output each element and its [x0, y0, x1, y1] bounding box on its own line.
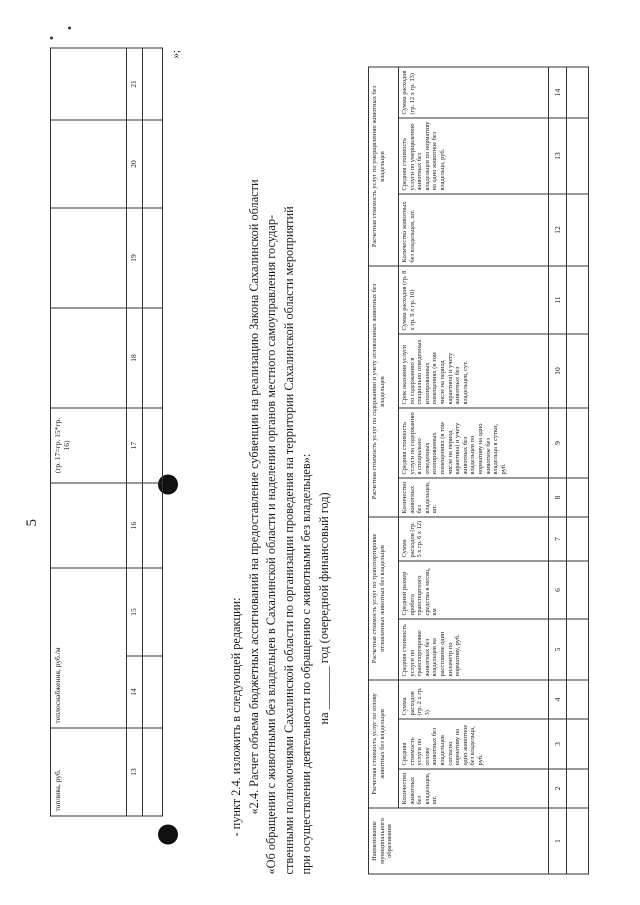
group-header: Расчетная стоимость услуг по содержанию и учету отловленных животных без владельцев: [369, 266, 399, 517]
column-header: Сумма расходов (гр. 12 х гр. 13): [399, 67, 549, 118]
group-header: Расчетная стоимость услуг по умерщвлению животных без владельцев: [369, 67, 399, 266]
amendment-text: [228, 15, 333, 875]
year-blank: _______: [316, 666, 331, 710]
top-col-header: [51, 48, 127, 120]
top-col-header: [51, 483, 127, 568]
column-number: 9: [549, 408, 567, 478]
page-number: 5: [24, 519, 40, 527]
column-header: Средняя стоимость услуги по транспортировке животных без владельцев на расстояние один километр по нормативу, руб.: [399, 619, 549, 680]
column-number: 6: [549, 561, 567, 619]
fiscal-year-line: [316, 15, 334, 875]
column-number: 1: [549, 808, 567, 874]
amendment-heading-line: «Об обращении с животными без владельцев в Сахалинской области и наделении органов местного самоуправления государ-: [264, 214, 278, 875]
top-empty-cell: [143, 656, 163, 728]
column-header: Сумма расходов (гр. 2 х гр. 3): [399, 680, 549, 719]
top-col-number: 18: [127, 308, 143, 408]
empty-cell: [567, 266, 589, 334]
column-number: 4: [549, 680, 567, 719]
year-prefix: на: [316, 712, 331, 725]
top-col-header: теплоснабжения, руб./м: [51, 568, 127, 728]
column-header: Количество животных без владельцев, шт.: [399, 769, 549, 808]
column-header: Количество животных без владельцев, шт.: [399, 194, 549, 266]
column-number: 5: [549, 619, 567, 680]
empty-cell: [567, 719, 589, 769]
column-header: Средний размер пробега транспортного средства в месяц, км: [399, 561, 549, 619]
top-empty-cell: [143, 208, 163, 308]
column-number: 10: [549, 334, 567, 408]
empty-cell: [567, 194, 589, 266]
landscape-sheet: [10, 10, 630, 895]
empty-cell: [567, 67, 589, 118]
top-col-number: 16: [127, 483, 143, 568]
amendment-heading-line: «2.4. Расчет объема бюджетных ассигнований на предоставление субвенции на реализацию Закона Сахалинской области: [246, 179, 261, 815]
top-col-header: [51, 208, 127, 308]
closing-quote: »;: [170, 49, 182, 59]
column-header: Средняя стоимость услуги по содержанию в специально отведенных изолированных помещениях (в том числе на период карантина) и учету животных без владельцев по нормативу на одно животное без владельца в сутки, руб.: [399, 408, 549, 478]
empty-cell: [567, 680, 589, 719]
top-col-number: 13: [127, 728, 143, 816]
column-number: 12: [549, 194, 567, 266]
column-header: Сумма расходов (гр. 5 х гр. 6 х 12): [399, 517, 549, 561]
empty-cell: [567, 478, 589, 517]
column-header: Средняя стоимость услуги по отлову животных без владельцев согласно нормативу на одно животное без владельца, руб.: [399, 719, 549, 769]
speck-mark: [68, 27, 71, 30]
column-header: Сумма расходов (гр. 8 х гр. 9 х гр. 10): [399, 266, 549, 334]
empty-cell: [567, 619, 589, 680]
top-col-header: [51, 120, 127, 208]
empty-cell: [567, 334, 589, 408]
empty-cell: [567, 808, 589, 874]
speck-mark: [50, 37, 53, 40]
column-number: 7: [549, 517, 567, 561]
top-empty-cell: [143, 120, 163, 208]
empty-cell: [567, 517, 589, 561]
amendment-item-line: - пункт 2.4. изложить в следующей редакции:: [229, 597, 243, 837]
column-number: 3: [549, 719, 567, 769]
top-empty-cell: [143, 568, 163, 656]
column-number: 13: [549, 118, 567, 194]
column-number: 11: [549, 266, 567, 334]
top-col-number: 14: [127, 656, 143, 728]
column-header: Средняя стоимость услуги по умерщвлению животных без владельцев по нормативу на одно животное без владельца, руб.: [399, 118, 549, 194]
column-header: Срок оказания услуги по содержанию в специально отведенных изолированных помещениях (в том числе на период карантина) и учету животных без владельцев, сут.: [399, 334, 549, 408]
top-col-number: 19: [127, 208, 143, 308]
amendment-heading-line: ственными полномочиями Сахалинской области по организации проведения на территории Сахалинской области мероприятий: [281, 206, 296, 875]
column-header: Количество животных без владельцев, шт.: [399, 478, 549, 517]
empty-cell: [567, 118, 589, 194]
top-col-header: [51, 308, 127, 408]
year-suffix: год (очередной финансовый год): [316, 492, 331, 664]
top-empty-cell: [143, 408, 163, 483]
top-col-number: 17: [127, 408, 143, 483]
top-col-number: 20: [127, 120, 143, 208]
top-empty-cell: [143, 728, 163, 816]
top-empty-cell: [143, 48, 163, 120]
column-number: 8: [549, 478, 567, 517]
top-col-number: 15: [127, 568, 143, 656]
top-empty-cell: [143, 483, 163, 568]
calculation-table: [368, 66, 589, 874]
top-col-header: топлива, руб.: [51, 728, 127, 816]
top-table-fragment: [50, 48, 163, 817]
empty-cell: [567, 561, 589, 619]
group-header: Расчетная стоимость услуг по транспортировке отловленных животных без владельцев: [369, 517, 399, 680]
top-col-number: 21: [127, 48, 143, 120]
empty-cell: [567, 408, 589, 478]
group-header: Расчетная стоимость услуг по отлову животных без владельцев: [369, 680, 399, 808]
column-number: 14: [549, 67, 567, 118]
amendment-heading-line: при осуществлении деятельности по обращению с животными без владельцев»:: [299, 453, 313, 875]
empty-cell: [567, 769, 589, 808]
top-empty-cell: [143, 308, 163, 408]
top-col-header: (гр. 17=гр. 15*гр. 16): [51, 408, 127, 483]
mo-header: Наименование муниципального образования: [369, 808, 549, 874]
column-number: 2: [549, 769, 567, 808]
punch-hole-mark: [158, 825, 178, 845]
